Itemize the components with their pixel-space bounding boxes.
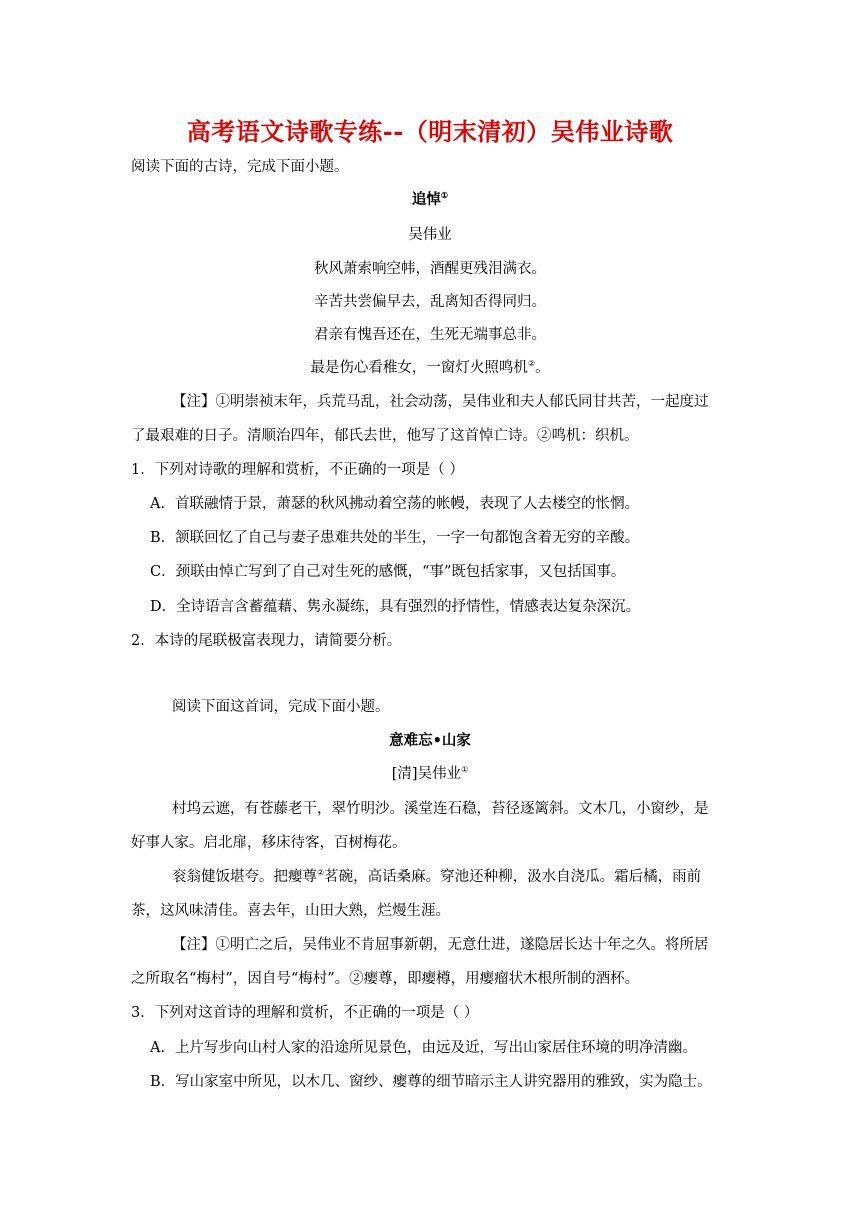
poem1-line-1: 秋风萧索响空帏，酒醒更残泪满衣。 [314,261,546,277]
poem1-author: 吴伟业 [408,227,452,243]
poem2-para2-line-1 [172,867,701,887]
q3-option-b: B．写山家室中所见，以木几、窗纱、瘿尊的细节暗示主人讲究器用的雅致，实为隐士。 [150,1074,712,1090]
q3-option-a: A．上片写步向山村人家的沿途所见景色，由远及近，写出山家居住环境的明净清幽。 [150,1040,697,1056]
poem1-line-3: 君亲有愧吾还在，生死无端事总非。 [314,327,546,343]
poem1-line-2: 辛苦共尝偏早去，乱离知否得同归。 [314,294,546,310]
poem2-para1-line-2: 好事人家。启北扉，移床待客，百树梅花。 [131,835,407,851]
section2-intro: 阅读下面这首词，完成下面小题。 [172,699,390,715]
poem2-title: 意难忘•山家 [389,732,471,749]
poem2-author-text: [清]吴伟业 [391,766,462,782]
poem1-line-4-end: 。 [535,360,550,376]
page-title: 高考语文诗歌专练--（明末清初）吴伟业诗歌 [186,117,674,146]
poem2-para2-line-2: 茶，这风味清佳。喜去年，山田大熟，烂熳生涯。 [131,903,450,919]
poem2-author [0,764,860,784]
question-1: 1．下列对诗歌的理解和赏析，不正确的一项是（ ） [131,462,464,478]
question-2: 2．本诗的尾联极富表现力，请简要分析。 [131,633,402,649]
poem2-note-line-2: 之所取名“梅村”，因自号“梅村”。②瘿尊，即瘿樽，用瘿瘤状木根所制的酒杯。 [131,971,640,987]
poem2-para2-text-a: 衮翁健饭堪夸。把瘿尊 [172,869,317,885]
poem2-note-line-1: 【注】①明亡之后，吴伟业不肯屈事新朝，无意仕进，遂隐居长达十年之久。将所居 [172,937,709,953]
poem1-title [0,190,860,210]
q1-option-d: D．全诗语言含蓄蕴藉、隽永凝练，具有强烈的抒情性，情感表达复杂深沉。 [150,599,641,615]
poem1-title-note: ① [440,190,449,201]
poem1-note-line-1: 【注】①明崇祯末年，兵荒马乱，社会动荡，吴伟业和夫人郁氏同甘共苦，一起度过 [172,394,709,410]
q1-option-a: A．首联融情于景，萧瑟的秋风拂动着空荡的帐幔，表现了人去楼空的怅惘。 [150,496,639,512]
question-3: 3．下列对这首诗的理解和赏析，不正确的一项是（ ） [131,1005,479,1021]
poem2-author-note: ① [461,765,469,775]
poem1-note-line-2: 了最艰难的日子。清顺治四年，郁氏去世，他写了这首悼亡诗。②鸣机：织机。 [131,428,639,444]
q1-option-b: B．颔联回忆了自己与妻子患难共处的半生，一字一句都饱含着无穷的辛酸。 [150,530,640,546]
poem1-line-4-text: 最是伤心看稚女，一窗灯火照鸣机 [310,360,528,376]
section1-intro: 阅读下面的古诗，完成下面小题。 [131,159,349,175]
poem2-para2-text-b: 茗碗，高话桑麻。穿池还种柳，汲水自浇瓜。霜后橘，雨前 [324,869,702,885]
poem2-para1-line-1: 村坞云遮，有苍藤老干，翠竹明沙。溪堂连石稳，苔径逐篱斜。文木几，小窗纱，是 [172,801,709,817]
poem1-line-4 [0,358,860,378]
poem1-line-4-note: ② [527,359,536,369]
poem2-para2-note: ② [317,868,325,878]
poem1-title-text: 追悼 [411,191,441,208]
q1-option-c: C．颈联由悼亡写到了自己对生死的感慨，“事”既包括家事，又包括国事。 [150,564,626,580]
